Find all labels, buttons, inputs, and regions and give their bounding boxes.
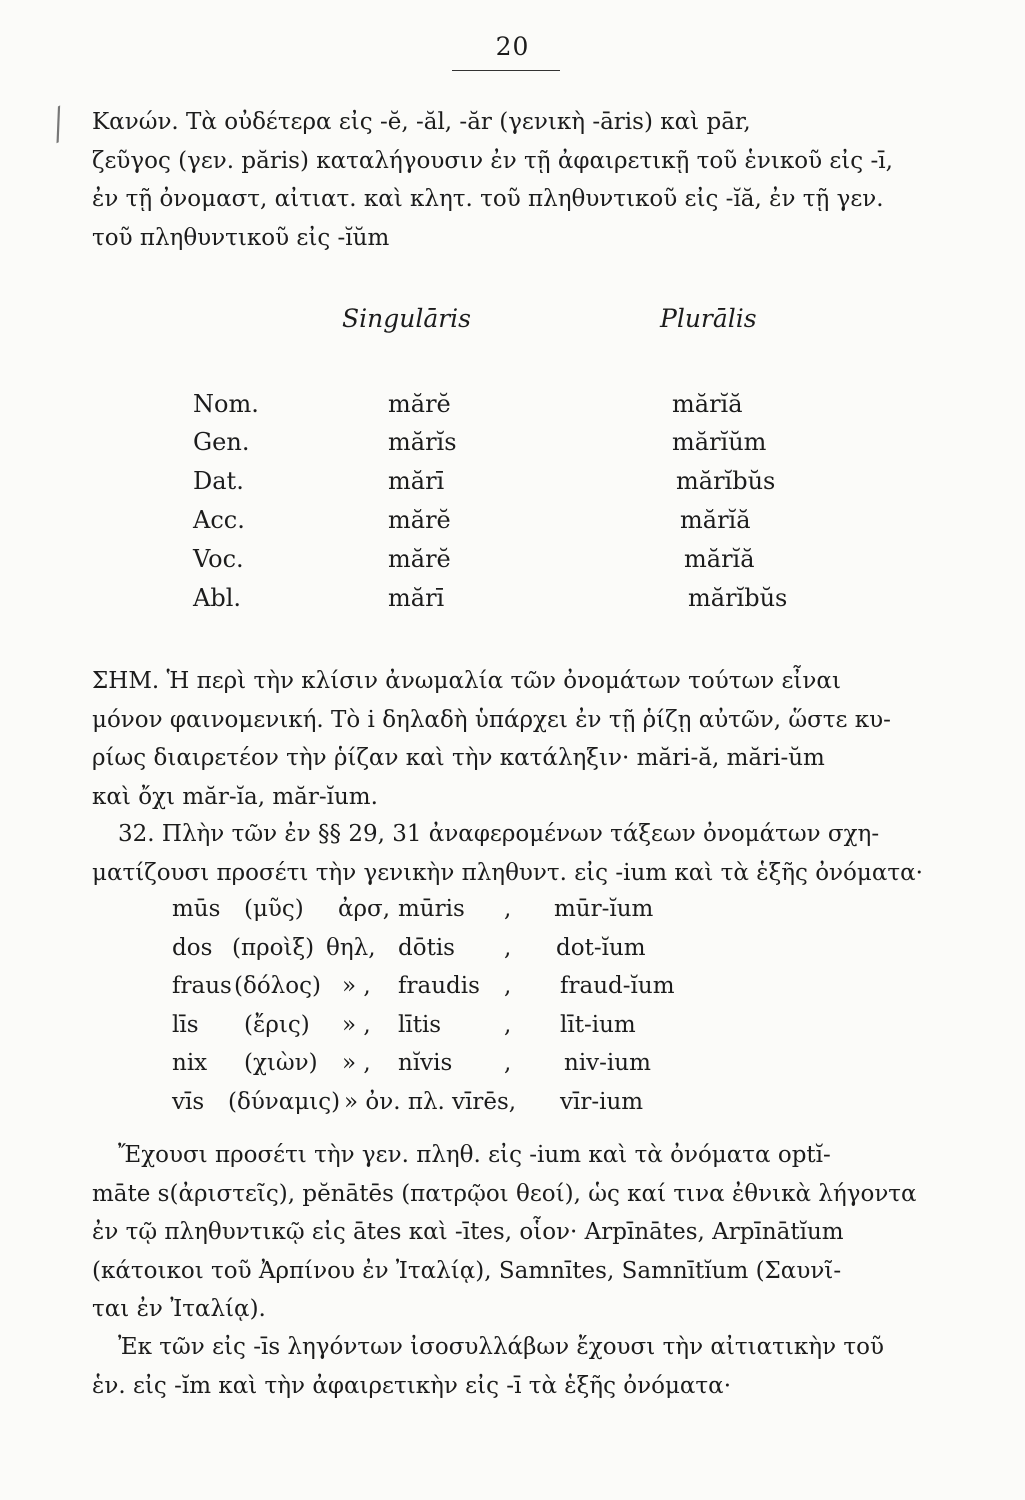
greek-gloss: (δύναμις) [228, 1088, 341, 1115]
separator: , [504, 973, 512, 1000]
genitive-singular: nĭvis [398, 1050, 453, 1077]
singular-form: mărī [388, 584, 445, 612]
genitive-plural: niv-ium [564, 1050, 651, 1077]
nominative: līs [172, 1011, 199, 1038]
header-singular: Singulāris [342, 304, 472, 333]
paragraph-line [92, 815, 923, 854]
genitive-singular: mūris [398, 896, 465, 922]
singular-form: mărĕ [388, 545, 451, 573]
genitive-plural: vīr-ium [560, 1088, 644, 1115]
singular-form: mărĭs [388, 428, 457, 456]
section-32-paragraph [92, 815, 923, 892]
page-number: 20 [495, 32, 530, 61]
case-label: Gen. [193, 428, 250, 456]
plural-form: mărĭŭm [672, 428, 767, 456]
genitive-plural: mūr-ĭum [554, 896, 654, 922]
paragraph-line [92, 1136, 917, 1175]
plural-form: mărĭbŭs [688, 584, 788, 612]
separator: , [504, 896, 512, 922]
nominative: mūs [172, 896, 221, 922]
paragraph-line [92, 1328, 884, 1367]
greek-gloss: (δόλος) [234, 973, 321, 1000]
paragraph-line: μόνον φαινομενική. Τὸ i δηλαδὴ ὑπάρχει ἐν τῇ ῥίζῃ αὐτῶν, ὥστε κυ- [92, 706, 891, 733]
paragraph-line: Κανών. Τὰ οὐδέτερα εἰς -ĕ, -ăl, -ăr (γενικὴ -āris) καὶ pār, [92, 109, 751, 135]
separator: , [504, 934, 512, 961]
paragraph-line: māte s(ἀριστεῖς), pĕnātēs (πατρῷοι θεοί), ὡς καί τινα ἐθνικὰ λήγοντα [92, 1180, 917, 1207]
case-label: Nom. [193, 390, 259, 418]
gender: ἀρσ, [338, 896, 391, 922]
plural-form: mărĭă [672, 390, 743, 418]
rule-paragraph [92, 103, 893, 257]
singular-form: mărĕ [388, 506, 451, 534]
greek-gloss: (χιὼν) [244, 1050, 318, 1077]
plural-form: mărĭbŭs [676, 467, 776, 495]
genitive-singular: vīrēs, [452, 1088, 517, 1115]
genitive-plural: fraud-ĭum [560, 973, 675, 1000]
gender: » ὀν. πλ. [344, 1088, 445, 1115]
line-text: Ἔχουσι προσέτι τὴν γεν. πληθ. εἰς -ium καὶ τὰ ὀνόματα optĭ- [118, 1142, 831, 1168]
case-label: Acc. [193, 506, 245, 534]
paragraph-line: ται ἐν Ἰταλίᾳ). [92, 1296, 266, 1322]
accusative-paragraph [92, 1328, 884, 1405]
separator: , [504, 1050, 512, 1077]
nominative: vīs [172, 1088, 205, 1115]
header-rule [452, 70, 560, 71]
note-paragraph [92, 662, 891, 816]
line-text: 32. Πλὴν τῶν ἐν §§ 29, 31 ἀναφερομένων τάξεων ὀνομάτων σχη- [118, 821, 880, 847]
separator: , [504, 1011, 512, 1038]
genitive-singular: dōtis [398, 934, 455, 961]
gender: θηλ, [326, 934, 376, 961]
paragraph-line: τοῦ πληθυντικοῦ εἰς -ĭŭm [92, 224, 390, 251]
genitive-plural: dot-ĭum [556, 934, 646, 961]
paragraph-line: ρίως διαιρετέον τὴν ῥίζαν καὶ τὴν κατάληξιν· mări-ă, mări-ŭm [92, 745, 825, 771]
gender: » , [342, 1050, 371, 1077]
case-label: Dat. [193, 467, 244, 495]
genitive-singular: fraudis [398, 973, 480, 1000]
genitive-singular: lītis [398, 1011, 442, 1038]
greek-gloss: (ἔρις) [244, 1011, 310, 1038]
paragraph-line: ματίζουσι προσέτι τὴν γενικὴν πληθυντ. εἰς -ium καὶ τὰ ἑξῆς ὀνόματα· [92, 859, 923, 886]
plural-form: mărĭă [684, 545, 755, 573]
nominative: fraus [172, 973, 232, 1000]
paragraph-line: ἐν τῇ ὀνομαστ, αἰτιατ. καὶ κλητ. τοῦ πληθυντικοῦ εἰς -ĭă, ἐν τῇ γεν. [92, 186, 884, 212]
singular-form: mărī [388, 467, 445, 495]
paragraph-line: (κάτοικοι τοῦ Ἀρπίνου ἐν Ἰταλίᾳ), Samnītes, Samnītĭum (Σαυνῖ- [92, 1257, 842, 1284]
greek-gloss: (προὶξ) [232, 934, 315, 961]
paragraph-line: ζεῦγος (γεν. păris) καταλήγουσιν ἐν τῇ ἀφαιρετικῇ τοῦ ἑνικοῦ εἰς -ī, [92, 147, 893, 174]
gender: » , [342, 1011, 371, 1038]
header-plural: Plurālis [660, 304, 757, 333]
paragraph-line: ΣΗΜ. Ἡ περὶ τὴν κλίσιν ἀνωμαλία τῶν ὀνομάτων τούτων εἶναι [92, 668, 841, 694]
nominative: nix [172, 1050, 208, 1077]
greek-gloss: (μῦς) [244, 896, 304, 922]
paragraph-line: ἐν τῷ πληθυντικῷ εἰς ātes καὶ -ītes, οἷον· Arpīnātes, Arpīnātĭum [92, 1219, 844, 1245]
paragraph-line: ἑν. εἰς -ĭm καὶ τὴν ἀφαιρετικὴν εἰς -ī τὰ ἑξῆς ὀνόματα· [92, 1372, 732, 1399]
singular-form: mărĕ [388, 390, 451, 418]
plural-genitive-paragraph [92, 1136, 917, 1329]
case-label: Voc. [193, 545, 244, 573]
gender: » , [342, 973, 371, 1000]
nominative: dos [172, 934, 213, 961]
line-text: Ἐκ τῶν εἰς -īs ληγόντων ἰσοσυλλάβων ἔχουσι τὴν αἰτιατικὴν τοῦ [118, 1334, 884, 1360]
margin-pencil-mark: ╱ [43, 105, 74, 144]
paragraph-line: καὶ ὄχι măr-ĭa, măr-ĭum. [92, 783, 378, 810]
plural-form: mărĭă [680, 506, 751, 534]
case-label: Abl. [193, 584, 241, 612]
genitive-plural: līt-ium [560, 1011, 636, 1038]
